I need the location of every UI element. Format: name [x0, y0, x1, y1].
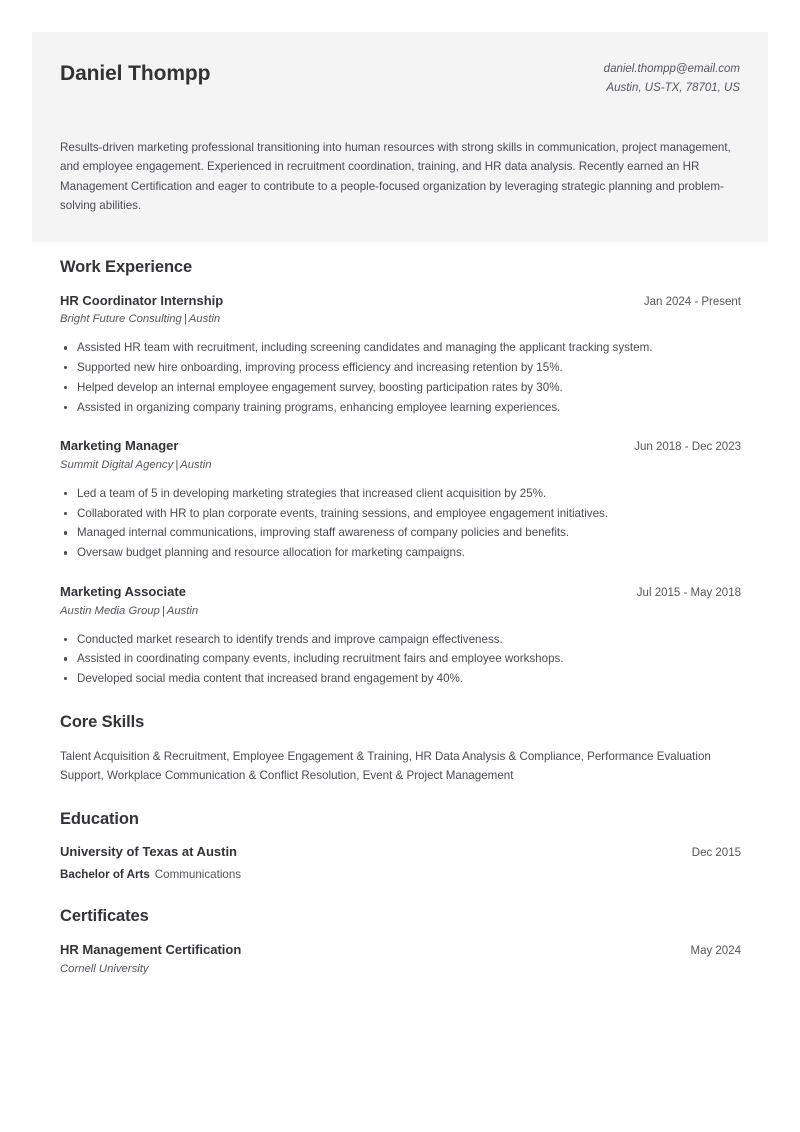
- professional-summary: Results-driven marketing professional transitioning into human resources with strong skills in communication, project management, and employee engagement. Experienced in recruitment coordination, training, and HR data analysis. Recently earned an HR Management Certification and eager to contribute to a people-focused organization by leveraging strategic planning and problem-solving abilities.: [60, 141, 731, 213]
- header-top-row: [60, 60, 740, 112]
- job-bullet: Led a team of 5 in developing marketing strategies that increased client acquisition by 25%.: [60, 485, 741, 504]
- education-degree-line: [60, 866, 741, 883]
- job-company-line: [60, 457, 741, 474]
- job-bullet-list: [60, 485, 741, 563]
- section-title-core-skills: Core Skills: [60, 712, 145, 731]
- job-bullet: Developed social media content that increased brand engagement by 40%.: [60, 670, 741, 689]
- core-skills-text: Talent Acquisition & Recruitment, Employee Engagement & Training, HR Data Analysis & Compliance, Performance Evaluation Support, Workplace Communication & Conflict Resolution, Event & Project Management: [60, 749, 711, 783]
- job-date: Jun 2018 - Dec 2023: [634, 441, 741, 454]
- candidate-name: Daniel Thompp: [60, 62, 211, 85]
- job-company: Bright Future Consulting: [60, 313, 182, 326]
- job-separator: |: [175, 458, 179, 471]
- education-field: Communications: [154, 867, 242, 881]
- certificate-entry: [60, 941, 741, 977]
- job-bullet: Assisted in organizing company training programs, enhancing employee learning experiences.: [60, 399, 741, 418]
- section-core-skills: [60, 713, 741, 786]
- certificate-date: May 2024: [690, 945, 741, 958]
- education-date: Dec 2015: [691, 847, 741, 860]
- job-company-line: [60, 603, 741, 620]
- job-bullet: Helped develop an internal employee engagement survey, boosting participation rates by 30%.: [60, 379, 741, 398]
- education-entry: [60, 843, 741, 883]
- resume-header: [32, 32, 768, 242]
- job-company: Summit Digital Agency: [60, 458, 174, 471]
- job-company-line: [60, 311, 741, 328]
- job-bullet: Conducted market research to identify trends and improve campaign effectiveness.: [60, 631, 741, 650]
- work-entry-header: [60, 583, 741, 601]
- job-separator: |: [183, 313, 187, 326]
- contact-location: Austin, US-TX, 78701, US: [606, 81, 740, 94]
- work-entry: [60, 437, 741, 563]
- job-bullet: Supported new hire onboarding, improving process efficiency and increasing retention by 15%.: [60, 359, 741, 378]
- job-title: Marketing Associate: [60, 584, 186, 600]
- job-bullet: Assisted HR team with recruitment, including screening candidates and managing the applicant tracking system.: [60, 339, 741, 358]
- job-title: HR Coordinator Internship: [60, 292, 224, 308]
- section-work-experience: [60, 258, 741, 689]
- section-certificates: [60, 907, 741, 977]
- job-location: Austin: [180, 458, 212, 471]
- job-bullet: Collaborated with HR to plan corporate events, training sessions, and employee engagement initiatives.: [60, 505, 741, 524]
- job-bullet-list: [60, 339, 741, 417]
- certificate-issuer: Cornell University: [60, 962, 149, 975]
- section-title-work-experience: Work Experience: [60, 258, 193, 276]
- job-bullet: Managed internal communications, improving staff awareness of company policies and benefits.: [60, 524, 741, 543]
- section-education: [60, 810, 741, 884]
- contact-info: [604, 60, 740, 97]
- job-separator: |: [161, 604, 165, 617]
- education-entry-header: [60, 843, 741, 861]
- job-title: Marketing Manager: [60, 438, 179, 454]
- work-entry-header: [60, 292, 741, 310]
- resume-body: [60, 258, 741, 978]
- section-title-education: Education: [60, 809, 139, 828]
- job-company: Austin Media Group: [60, 604, 160, 617]
- job-bullet-list: [60, 631, 741, 689]
- work-entry-header: [60, 437, 741, 455]
- job-location: Austin: [188, 313, 221, 326]
- contact-email: daniel.thompp@email.com: [603, 63, 740, 75]
- job-location: Austin: [166, 604, 199, 617]
- section-title-certificates: Certificates: [60, 907, 149, 926]
- certificate-title: HR Management Certification: [60, 942, 242, 958]
- job-bullet: Assisted in coordinating company events, including recruitment fairs and employee workshops.: [60, 650, 741, 669]
- work-entry: [60, 583, 741, 689]
- job-date: Jul 2015 - May 2018: [636, 587, 741, 600]
- job-date: Jan 2024 - Present: [643, 295, 741, 308]
- education-institution: University of Texas at Austin: [60, 844, 237, 860]
- job-bullet: Oversaw budget planning and resource allocation for marketing campaigns.: [60, 544, 741, 563]
- education-degree: Bachelor of Arts: [60, 867, 150, 881]
- work-entry: [60, 292, 741, 418]
- certificate-entry-header: [60, 941, 741, 959]
